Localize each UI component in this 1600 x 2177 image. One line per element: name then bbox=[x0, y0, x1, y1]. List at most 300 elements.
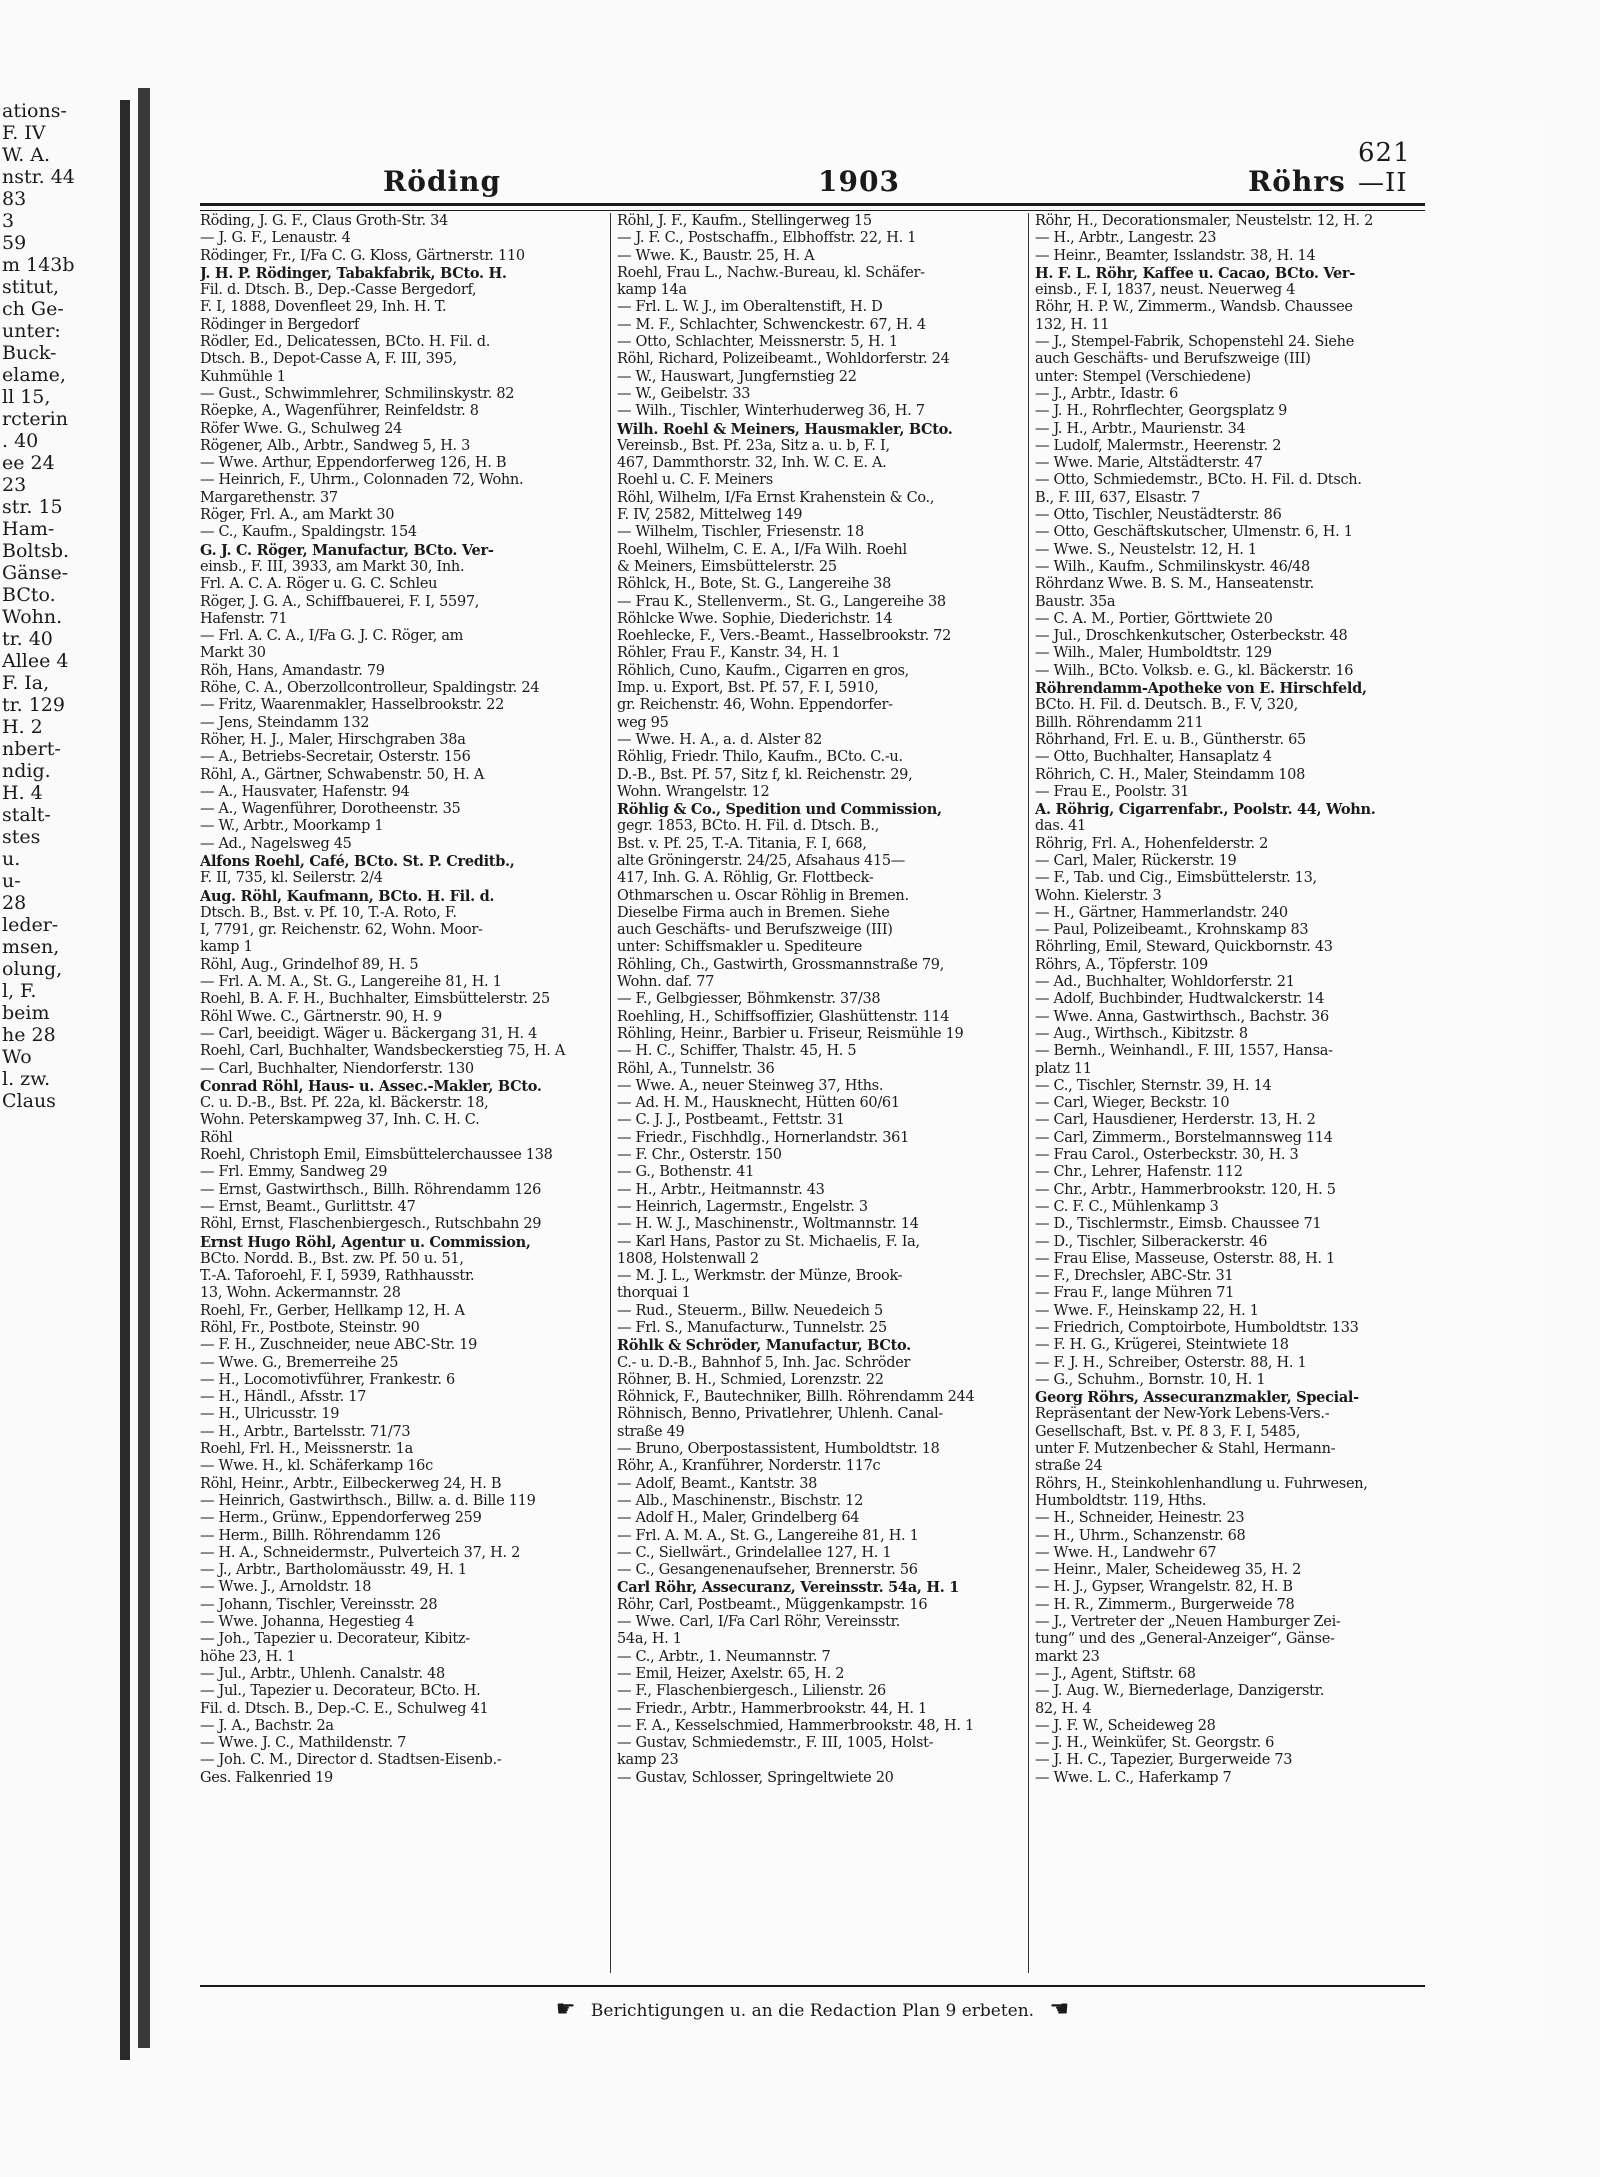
directory-page bbox=[160, 125, 1545, 2035]
directory-entry: — F. H., Zuschneider, neue ABC-Str. 19 bbox=[200, 1337, 478, 1354]
directory-entry: Röhr, A., Kranführer, Norderstr. 117c bbox=[617, 1458, 881, 1475]
fragment-text: leder- bbox=[2, 914, 59, 936]
fragment-text: 83 bbox=[2, 188, 27, 210]
fragment-text: u. bbox=[2, 848, 21, 870]
fragment-text: l, F. bbox=[2, 980, 37, 1002]
directory-entry: — Herm., Billh. Röhrendamm 126 bbox=[200, 1527, 441, 1544]
directory-entry: tung“ und des „General-Anzeiger“, Gänse- bbox=[1035, 1631, 1335, 1648]
directory-entry: G. J. C. Röger, Manufactur, BCto. Ver- bbox=[200, 541, 494, 559]
fragment-text: stalt- bbox=[2, 804, 51, 826]
directory-entry: Roehl u. C. F. Meiners bbox=[617, 472, 773, 489]
fragment-text: 23 bbox=[2, 474, 27, 496]
fragment-text: Boltsb. bbox=[2, 540, 70, 562]
directory-entry: Röepke, A., Wagenführer, Reinfeldstr. 8 bbox=[200, 403, 479, 420]
directory-entry: Wilh. Roehl & Meiners, Hausmakler, BCto. bbox=[617, 420, 953, 438]
directory-entry: Aug. Röhl, Kaufmann, BCto. H. Fil. d. bbox=[200, 887, 495, 905]
directory-entry: Rödinger in Bergedorf bbox=[200, 316, 359, 333]
directory-entry: — W., Geibelstr. 33 bbox=[617, 385, 751, 402]
directory-entry: — H. R., Zimmerm., Burgerweide 78 bbox=[1035, 1596, 1295, 1613]
directory-entry: — Chr., Lehrer, Hafenstr. 112 bbox=[1035, 1164, 1243, 1181]
fragment-text: Wohn. bbox=[2, 606, 63, 628]
directory-entry: — A., Hausvater, Hafenstr. 94 bbox=[200, 783, 410, 800]
directory-entry: — Wwe. Marie, Altstädterstr. 47 bbox=[1035, 455, 1263, 472]
fragment-text: Wo bbox=[2, 1046, 32, 1068]
directory-entry: platz 11 bbox=[1035, 1060, 1092, 1077]
directory-entry: — Heinrich, F., Uhrm., Colonnaden 72, Wohn. bbox=[200, 472, 524, 489]
directory-entry: — J., Stempel-Fabrik, Schopenstehl 24. Siehe bbox=[1035, 334, 1354, 351]
directory-entry: I, 7791, gr. Reichenstr. 62, Wohn. Moor- bbox=[200, 922, 483, 939]
directory-entry: — D., Tischler, Silberackerstr. 46 bbox=[1035, 1233, 1268, 1250]
directory-entry: — Frl. L. W. J., im Oberaltenstift, H. D bbox=[617, 299, 883, 316]
directory-entry: Röhnick, F., Bautechniker, Billh. Röhrendamm 244 bbox=[617, 1389, 975, 1406]
directory-entry: — J. H., Weinküfer, St. Georgstr. 6 bbox=[1035, 1735, 1275, 1752]
directory-entry: — Heinrich, Gastwirthsch., Billw. a. d. Bille 119 bbox=[200, 1492, 536, 1509]
directory-entry: — H. J., Gypser, Wrangelstr. 82, H. B bbox=[1035, 1579, 1293, 1596]
directory-entry: straße 24 bbox=[1035, 1458, 1103, 1475]
fragment-text: stes bbox=[2, 826, 41, 848]
fragment-text: H. 4 bbox=[2, 782, 43, 804]
directory-entry: C.- u. D.-B., Bahnhof 5, Inh. Jac. Schröder bbox=[617, 1354, 911, 1371]
fragment-text: ndig. bbox=[2, 760, 51, 782]
directory-entry: thorquai 1 bbox=[617, 1285, 691, 1302]
directory-entry: — C. F. C., Mühlenkamp 3 bbox=[1035, 1198, 1219, 1215]
directory-entry: 1808, Holstenwall 2 bbox=[617, 1250, 759, 1267]
directory-entry: — J. G. F., Lenaustr. 4 bbox=[200, 230, 351, 247]
fragment-text: u- bbox=[2, 870, 21, 892]
directory-entry: Röhl, Heinr., Arbtr., Eilbeckerweg 24, H. B bbox=[200, 1475, 502, 1492]
directory-entry: Roehling, H., Schiffsoffizier, Glashüttenstr. 114 bbox=[617, 1008, 950, 1025]
directory-entry: — Wwe. S., Neustelstr. 12, H. 1 bbox=[1035, 541, 1257, 558]
directory-entry: Baustr. 35a bbox=[1035, 593, 1116, 610]
directory-entry: Röher, H. J., Maler, Hirschgraben 38a bbox=[200, 731, 466, 748]
directory-entry: — Wwe. H. A., a. d. Alster 82 bbox=[617, 731, 822, 748]
directory-entry: — Jul., Arbtr., Uhlenh. Canalstr. 48 bbox=[200, 1665, 445, 1682]
directory-entry: Roehl, B. A. F. H., Buchhalter, Eimsbüttelerstr. 25 bbox=[200, 991, 550, 1008]
directory-entry: alte Gröningerstr. 24/25, Afsahaus 415— bbox=[617, 852, 906, 869]
directory-entry: gegr. 1853, BCto. H. Fil. d. Dtsch. B., bbox=[617, 818, 880, 835]
directory-entry: — W., Hauswart, Jungfernstieg 22 bbox=[617, 368, 857, 385]
directory-entry: — H., Arbtr., Heitmannstr. 43 bbox=[617, 1181, 825, 1198]
directory-entry: — M. J. L., Werkmstr. der Münze, Brook- bbox=[617, 1268, 903, 1285]
directory-entry: T.-A. Taforoehl, F. I, 5939, Rathhausstr. bbox=[200, 1268, 475, 1285]
fragment-text: 59 bbox=[2, 232, 27, 254]
directory-entry: Bst. v. Pf. 25, T.-A. Titania, F. I, 668, bbox=[617, 835, 867, 852]
pointing-hand-left-icon: ☚ bbox=[1049, 1997, 1070, 2022]
directory-entry: — H., Locomotivführer, Frankestr. 6 bbox=[200, 1371, 455, 1388]
directory-entry: — Frau Elise, Masseuse, Osterstr. 88, H. 1 bbox=[1035, 1250, 1335, 1267]
fragment-text: ee 24 bbox=[2, 452, 55, 474]
directory-entry: Wohn. Kielerstr. 3 bbox=[1035, 887, 1162, 904]
directory-entry: — Jul., Tapezier u. Decorateur, BCto. H. bbox=[200, 1683, 481, 1700]
directory-entry: — J. F. C., Postschaffn., Elbhoffstr. 22, H. 1 bbox=[617, 230, 917, 247]
directory-entry: — C., Siellwärt., Grindelallee 127, H. 1 bbox=[617, 1544, 892, 1561]
directory-entry: — C., Gesangenenaufseher, Brennerstr. 56 bbox=[617, 1562, 918, 1579]
directory-entry: — Friedr., Fischhdlg., Hornerlandstr. 361 bbox=[617, 1129, 909, 1146]
directory-entry: — Wwe. F., Heinskamp 22, H. 1 bbox=[1035, 1302, 1259, 1319]
directory-entry: — Joh., Tapezier u. Decorateur, Kibitz- bbox=[200, 1631, 470, 1648]
directory-entry: — Wilh., Tischler, Winterhuderweg 36, H. 7 bbox=[617, 403, 925, 420]
directory-entry: gr. Reichenstr. 46, Wohn. Eppendorfer- bbox=[617, 697, 893, 714]
directory-entry: — J., Arbtr., Idastr. 6 bbox=[1035, 385, 1179, 402]
directory-entry: — Frau Carol., Osterbeckstr. 30, H. 3 bbox=[1035, 1147, 1299, 1164]
directory-entry: — Gustav, Schlosser, Springeltwiete 20 bbox=[617, 1769, 894, 1786]
directory-entry: Röfer Wwe. G., Schulweg 24 bbox=[200, 420, 403, 437]
directory-entry: — Wwe. Arthur, Eppendorferweg 126, H. B bbox=[200, 455, 507, 472]
directory-entry: Margarethenstr. 37 bbox=[200, 489, 338, 506]
directory-entry: Ernst Hugo Röhl, Agentur u. Commission, bbox=[200, 1233, 531, 1251]
directory-entry: — Ad., Nagelsweg 45 bbox=[200, 835, 352, 852]
directory-entry: Kuhmühle 1 bbox=[200, 368, 286, 385]
directory-entry: — Wwe. Carl, I/Fa Carl Röhr, Vereinsstr. bbox=[617, 1614, 901, 1631]
directory-entry: — Wilh., Kaufm., Schmilinskystr. 46/48 bbox=[1035, 558, 1310, 575]
fragment-text: 3 bbox=[2, 210, 15, 232]
directory-entry: — Wwe. G., Bremerreihe 25 bbox=[200, 1354, 399, 1371]
directory-entry: Röhl bbox=[200, 1129, 233, 1146]
fragment-text: elame, bbox=[2, 364, 66, 386]
directory-entry: — A., Betriebs-Secretair, Osterstr. 156 bbox=[200, 749, 471, 766]
directory-entry: — C., Kaufm., Spaldingstr. 154 bbox=[200, 524, 417, 541]
directory-entry: — F. A., Kesselschmied, Hammerbrookstr. 48, H. 1 bbox=[617, 1717, 974, 1734]
directory-entry: Othmarschen u. Oscar Röhlig in Bremen. bbox=[617, 887, 909, 904]
directory-entry: Röhrig, Frl. A., Hohenfelderstr. 2 bbox=[1035, 835, 1269, 852]
directory-entry: Carl Röhr, Assecuranz, Vereinsstr. 54a, H. 1 bbox=[617, 1579, 960, 1597]
directory-entry: Conrad Röhl, Haus- u. Assec.-Makler, BCto. bbox=[200, 1077, 542, 1095]
directory-entry: Fil. d. Dtsch. B., Dep.-C. E., Schulweg 41 bbox=[200, 1700, 489, 1717]
fragment-text: olung, bbox=[2, 958, 63, 980]
fragment-text: Allee 4 bbox=[2, 650, 69, 672]
directory-entry: 13, Wohn. Ackermannstr. 28 bbox=[200, 1285, 401, 1302]
directory-entry: einsb., F. I, 1837, neust. Neuerweg 4 bbox=[1035, 282, 1296, 299]
directory-entry: — Wwe. H., Landwehr 67 bbox=[1035, 1544, 1217, 1561]
directory-entry: Röhr, H. P. W., Zimmerm., Wandsb. Chaussee bbox=[1035, 299, 1353, 316]
directory-entry: — Jul., Droschkenkutscher, Osterbeckstr. 48 bbox=[1035, 628, 1348, 645]
directory-entry: — Wwe. Johanna, Hegestieg 4 bbox=[200, 1614, 414, 1631]
footer-note: Berichtigungen u. an die Redaction Plan 9 erbeten. bbox=[590, 2001, 1035, 2021]
directory-entry: — F., Tab. und Cig., Eimsbüttelerstr. 13, bbox=[1035, 870, 1317, 887]
directory-entry: — Wwe. J. C., Mathildenstr. 7 bbox=[200, 1735, 407, 1752]
fragment-text: Ham- bbox=[2, 518, 55, 540]
directory-entry: Roehlecke, F., Vers.-Beamt., Hasselbrookstr. 72 bbox=[617, 628, 952, 645]
directory-entry: Roehl, Wilhelm, C. E. A., I/Fa Wilh. Roehl bbox=[617, 541, 907, 558]
directory-entry: — H., Uhrm., Schanzenstr. 68 bbox=[1035, 1527, 1246, 1544]
directory-entry: 417, Inh. G. A. Röhlig, Gr. Flottbeck- bbox=[617, 870, 874, 887]
fragment-text: stitut, bbox=[2, 276, 60, 298]
directory-entry: — Frl. A. C. A., I/Fa G. J. C. Röger, am bbox=[200, 628, 464, 645]
directory-entry: Röhlcke Wwe. Sophie, Diederichstr. 14 bbox=[617, 610, 893, 627]
directory-entry: Vereinsb., Bst. Pf. 23a, Sitz a. u. b, F. I, bbox=[617, 437, 890, 454]
directory-entry: — Otto, Buchhalter, Hansaplatz 4 bbox=[1035, 749, 1272, 766]
fragment-text: l. zw. bbox=[2, 1068, 51, 1090]
directory-entry: Röhrs, H., Steinkohlenhandlung u. Fuhrwesen, bbox=[1035, 1475, 1368, 1492]
fragment-text: Claus bbox=[2, 1090, 56, 1112]
directory-entry: Imp. u. Export, Bst. Pf. 57, F. I, 5910, bbox=[617, 680, 879, 697]
directory-entry: Röhlig, Friedr. Thilo, Kaufm., BCto. C.-u. bbox=[617, 749, 903, 766]
directory-entry: — J., Agent, Stiftstr. 68 bbox=[1035, 1665, 1196, 1682]
directory-entry: — Frl. A. M. A., St. G., Langereihe 81, H. 1 bbox=[617, 1527, 919, 1544]
directory-entry: — Wilh., BCto. Volksb. e. G., kl. Bäckerstr. 16 bbox=[1035, 662, 1354, 679]
directory-entry: — Carl, Maler, Rückerstr. 19 bbox=[1035, 852, 1237, 869]
directory-entry: — Wilhelm, Tischler, Friesenstr. 18 bbox=[617, 524, 864, 541]
directory-entry: höhe 23, H. 1 bbox=[200, 1648, 296, 1665]
directory-entry: Röhl, A., Tunnelstr. 36 bbox=[617, 1060, 775, 1077]
header-last-name: Röhrs bbox=[1248, 165, 1346, 198]
fragment-text: W. A. bbox=[2, 144, 51, 166]
directory-entry: — Frl. Emmy, Sandweg 29 bbox=[200, 1164, 388, 1181]
directory-entry: markt 23 bbox=[1035, 1648, 1100, 1665]
directory-entry: — Ad. H. M., Hausknecht, Hütten 60/61 bbox=[617, 1095, 900, 1112]
directory-entry: — C., Tischler, Sternstr. 39, H. 14 bbox=[1035, 1077, 1272, 1094]
fragment-text: nbert- bbox=[2, 738, 61, 760]
directory-entry: D.-B., Bst. Pf. 57, Sitz f, kl. Reichenstr. 29, bbox=[617, 766, 913, 783]
column-2 bbox=[610, 213, 1015, 1973]
directory-entry: — Ludolf, Malermstr., Heerenstr. 2 bbox=[1035, 437, 1282, 454]
directory-entry: — Ernst, Gastwirthsch., Billh. Röhrendamm 126 bbox=[200, 1181, 541, 1198]
pointing-hand-right-icon: ☛ bbox=[555, 1997, 576, 2022]
fragment-text: nstr. 44 bbox=[2, 166, 75, 188]
directory-entry: — J., Arbtr., Bartholomäusstr. 49, H. 1 bbox=[200, 1562, 467, 1579]
directory-entry: — Wwe. L. C., Haferkamp 7 bbox=[1035, 1769, 1232, 1786]
directory-entry: Markt 30 bbox=[200, 645, 266, 662]
directory-entry: Billh. Röhrendamm 211 bbox=[1035, 714, 1204, 731]
directory-entry: Wohn. daf. 77 bbox=[617, 974, 715, 991]
directory-entry: F. II, 735, kl. Seilerstr. 2/4 bbox=[200, 870, 383, 887]
directory-entry: Röhrdanz Wwe. B. S. M., Hanseatenstr. bbox=[1035, 576, 1314, 593]
header-first-name: Röding bbox=[383, 165, 502, 198]
directory-entry: — H., Schneider, Heinestr. 23 bbox=[1035, 1510, 1245, 1527]
directory-entry: — Wwe. J., Arnoldstr. 18 bbox=[200, 1579, 372, 1596]
directory-entry: — Heinr., Beamter, Isslandstr. 38, H. 14 bbox=[1035, 247, 1316, 264]
directory-entry: — J. H., Rohrflechter, Georgsplatz 9 bbox=[1035, 403, 1288, 420]
directory-entry: — Gust., Schwimmlehrer, Schmilinskystr. 82 bbox=[200, 385, 515, 402]
directory-entry: — Herm., Grünw., Eppendorferweg 259 bbox=[200, 1510, 482, 1527]
directory-entry: Röhl, J. F., Kaufm., Stellingerweg 15 bbox=[617, 213, 872, 229]
fragment-text: H. 2 bbox=[2, 716, 43, 738]
column-1 bbox=[200, 213, 598, 1973]
directory-entry: — Adolf, Buchbinder, Hudtwalckerstr. 14 bbox=[1035, 991, 1325, 1008]
directory-entry: — Wwe. H., kl. Schäferkamp 16c bbox=[200, 1458, 433, 1475]
fragment-text: F. IV bbox=[2, 122, 46, 144]
directory-entry: Röhlck, H., Bote, St. G., Langereihe 38 bbox=[617, 576, 892, 593]
directory-entry: — Adolf, Beamt., Kantstr. 38 bbox=[617, 1475, 818, 1492]
directory-entry: — Friedrich, Comptoirbote, Humboldtstr. 133 bbox=[1035, 1320, 1359, 1336]
directory-entry: weg 95 bbox=[617, 714, 669, 731]
directory-entry: — H. A., Schneidermstr., Pulverteich 37, H. 2 bbox=[200, 1544, 521, 1561]
directory-entry: — Frau E., Poolstr. 31 bbox=[1035, 783, 1190, 800]
fragment-text: 28 bbox=[2, 892, 27, 914]
directory-entry: Röhl, Fr., Postbote, Steinstr. 90 bbox=[200, 1320, 420, 1336]
directory-entry: — J. H. C., Tapezier, Burgerweide 73 bbox=[1035, 1752, 1293, 1769]
directory-entry: Röding, J. G. F., Claus Groth-Str. 34 bbox=[200, 213, 448, 229]
directory-entry: — Jens, Steindamm 132 bbox=[200, 714, 370, 731]
directory-entry: F. I, 1888, Dovenfleet 29, Inh. H. T. bbox=[200, 299, 447, 316]
directory-entry: — Friedr., Arbtr., Hammerbrookstr. 44, H. 1 bbox=[617, 1700, 927, 1717]
directory-entry: Röhr, Carl, Postbeamt., Müggenkampstr. 16 bbox=[617, 1596, 928, 1613]
directory-entry: — Bruno, Oberpostassistent, Humboldtstr. 18 bbox=[617, 1441, 940, 1458]
directory-entry: Röhrhand, Frl. E. u. B., Güntherstr. 65 bbox=[1035, 731, 1306, 748]
directory-entry: Rögener, Alb., Arbtr., Sandweg 5, H. 3 bbox=[200, 437, 471, 454]
directory-entry: — Paul, Polizeibeamt., Krohnskamp 83 bbox=[1035, 922, 1309, 939]
directory-entry: — Wwe. A., neuer Steinweg 37, Hths. bbox=[617, 1077, 884, 1094]
directory-entry: Röhrendamm-Apotheke von E. Hirschfeld, bbox=[1035, 680, 1367, 698]
directory-entry: Röhl, Wilhelm, I/Fa Ernst Krahenstein & Co., bbox=[617, 489, 935, 506]
directory-entry: Fil. d. Dtsch. B., Dep.-Casse Bergedorf, bbox=[200, 282, 477, 299]
directory-entry: Röhrich, C. H., Maler, Steindamm 108 bbox=[1035, 766, 1305, 783]
directory-entry: — Frau K., Stellenverm., St. G., Langereihe 38 bbox=[617, 593, 946, 610]
directory-entry: Röhnisch, Benno, Privatlehrer, Uhlenh. Canal- bbox=[617, 1406, 943, 1423]
directory-entry: — W., Arbtr., Moorkamp 1 bbox=[200, 818, 384, 835]
adjacent-page-fragment bbox=[0, 100, 130, 2060]
fragment-text: ations- bbox=[2, 100, 67, 122]
directory-entry: BCto. Nordd. B., Bst. zw. Pf. 50 u. 51, bbox=[200, 1250, 464, 1267]
directory-entry: Röhrling, Emil, Steward, Quickbornstr. 43 bbox=[1035, 939, 1333, 956]
directory-entry: Rödinger, Fr., I/Fa C. G. Kloss, Gärtnerstr. 110 bbox=[200, 247, 525, 264]
directory-entry: Röhl, A., Gärtner, Schwabenstr. 50, H. A bbox=[200, 766, 485, 783]
directory-entry: — Joh. C. M., Director d. Stadtsen-Eisenb.- bbox=[200, 1752, 502, 1769]
directory-entry: — Johann, Tischler, Vereinsstr. 28 bbox=[200, 1596, 438, 1613]
directory-entry: — Wilh., Maler, Humboldtstr. 129 bbox=[1035, 645, 1272, 662]
directory-entry: — Heinrich, Lagermstr., Engelstr. 3 bbox=[617, 1198, 868, 1215]
directory-entry: Dtsch. B., Bst. v. Pf. 10, T.-A. Roto, F. bbox=[200, 904, 457, 921]
directory-entry: Roehl, Frl. H., Meissnerstr. 1a bbox=[200, 1441, 413, 1458]
directory-entry: — H., Ulricusstr. 19 bbox=[200, 1406, 340, 1423]
directory-entry: kamp 1 bbox=[200, 939, 253, 956]
directory-entry: Alfons Roehl, Café, BCto. St. P. Creditb., bbox=[200, 852, 515, 870]
directory-entry: — Alb., Maschinenstr., Bischstr. 12 bbox=[617, 1492, 864, 1509]
directory-entry: — Carl, Zimmerm., Borstelmannsweg 114 bbox=[1035, 1129, 1333, 1146]
directory-entry: — Chr., Arbtr., Hammerbrookstr. 120, H. 5 bbox=[1035, 1181, 1336, 1198]
directory-entry: Röhling, Ch., Gastwirth, Grossmannstraße 79, bbox=[617, 956, 944, 973]
directory-entry: Röhl, Richard, Polizeibeamt., Wohldorferstr. 24 bbox=[617, 351, 950, 368]
directory-entry: — F., Flaschenbiergesch., Lilienstr. 26 bbox=[617, 1683, 886, 1700]
fragment-text: . 40 bbox=[2, 430, 39, 452]
fragment-text: Gänse- bbox=[2, 562, 69, 584]
directory-entry: BCto. H. Fil. d. Deutsch. B., F. V, 320, bbox=[1035, 697, 1298, 714]
fragment-text: ll 15, bbox=[2, 386, 51, 408]
directory-entry: — Carl, Wieger, Beckstr. 10 bbox=[1035, 1095, 1230, 1112]
directory-entry: H. F. L. Röhr, Kaffee u. Cacao, BCto. Ver- bbox=[1035, 264, 1355, 282]
fragment-text: Buck- bbox=[2, 342, 57, 364]
directory-entry: — J. F. W., Scheideweg 28 bbox=[1035, 1717, 1216, 1734]
directory-entry: — Heinr., Maler, Scheideweg 35, H. 2 bbox=[1035, 1562, 1302, 1579]
directory-entry: — Carl, Buchhalter, Niendorferstr. 130 bbox=[200, 1060, 474, 1077]
directory-entry: & Meiners, Eimsbüttelerstr. 25 bbox=[617, 558, 837, 575]
directory-entry: — H., Gärtner, Hammerlandstr. 240 bbox=[1035, 904, 1288, 921]
directory-entry: Röhrs, A., Töpferstr. 109 bbox=[1035, 956, 1208, 973]
fragment-text: tr. 129 bbox=[2, 694, 65, 716]
directory-entry: B., F. III, 637, Elsastr. 7 bbox=[1035, 489, 1201, 506]
directory-entry: 132, H. 11 bbox=[1035, 316, 1110, 333]
directory-entry: Ges. Falkenried 19 bbox=[200, 1769, 333, 1786]
directory-entry: — Ad., Buchhalter, Wohldorferstr. 21 bbox=[1035, 974, 1295, 991]
directory-entry: — Otto, Tischler, Neustädterstr. 86 bbox=[1035, 507, 1282, 524]
directory-entry: — Carl, beeidigt. Wäger u. Bäckergang 31, H. 4 bbox=[200, 1025, 538, 1042]
fragment-text: beim bbox=[2, 1002, 50, 1024]
directory-entry: — J. H., Arbtr., Maurienstr. 34 bbox=[1035, 420, 1246, 437]
directory-entry: — H., Arbtr., Bartelsstr. 71/73 bbox=[200, 1423, 411, 1440]
directory-entry: — J. A., Bachstr. 2a bbox=[200, 1717, 334, 1734]
directory-entry: — F., Drechsler, ABC-Str. 31 bbox=[1035, 1268, 1234, 1285]
directory-entry: Roehl, Fr., Gerber, Hellkamp 12, H. A bbox=[200, 1302, 465, 1319]
directory-entry: — Aug., Wirthsch., Kibitzstr. 8 bbox=[1035, 1025, 1248, 1042]
directory-entry: einsb., F. III, 3933, am Markt 30, Inh. bbox=[200, 558, 465, 575]
directory-entry: Dtsch. B., Depot-Casse A, F. III, 395, bbox=[200, 351, 457, 368]
directory-entry: Röh, Hans, Amandastr. 79 bbox=[200, 662, 385, 679]
directory-entry: — Frl. A. M. A., St. G., Langereihe 81, H. 1 bbox=[200, 974, 502, 991]
directory-entry: straße 49 bbox=[617, 1423, 685, 1440]
directory-entry: Röhl Wwe. C., Gärtnerstr. 90, H. 9 bbox=[200, 1008, 442, 1025]
directory-entry: — Gustav, Schmiedemstr., F. III, 1005, Holst- bbox=[617, 1735, 934, 1752]
directory-entry: — M. F., Schlachter, Schwenckestr. 67, H. 4 bbox=[617, 316, 926, 333]
directory-entry: Röhlich, Cuno, Kaufm., Cigarren en gros, bbox=[617, 662, 909, 679]
directory-entry: Röhl, Aug., Grindelhof 89, H. 5 bbox=[200, 956, 419, 973]
directory-entry: Hafenstr. 71 bbox=[200, 610, 288, 627]
directory-entry: Gesellschaft, Bst. v. Pf. 8 3, F. I, 5485, bbox=[1035, 1423, 1301, 1440]
directory-entry: Röhling, Heinr., Barbier u. Friseur, Reismühle 19 bbox=[617, 1025, 964, 1042]
directory-entry: — G., Bothenstr. 41 bbox=[617, 1164, 755, 1181]
directory-entry: C. u. D.-B., Bst. Pf. 22a, kl. Bäckerstr. 18, bbox=[200, 1095, 489, 1112]
directory-entry: — F. H. G., Krügerei, Steintwiete 18 bbox=[1035, 1337, 1289, 1354]
directory-entry: Röhlk & Schröder, Manufactur, BCto. bbox=[617, 1337, 911, 1355]
directory-entry: — Carl, Hausdiener, Herderstr. 13, H. 2 bbox=[1035, 1112, 1316, 1129]
binding-gutter bbox=[138, 88, 150, 2048]
directory-entry: — Adolf H., Maler, Grindelberg 64 bbox=[617, 1510, 860, 1527]
directory-entry: unter: Schiffsmakler u. Spediteure bbox=[617, 939, 862, 956]
directory-entry: J. H. P. Rödinger, Tabakfabrik, BCto. H. bbox=[200, 264, 507, 282]
directory-entry: Humboldtstr. 119, Hths. bbox=[1035, 1492, 1207, 1509]
directory-entry: — Ernst, Beamt., Gurlittstr. 47 bbox=[200, 1198, 416, 1215]
directory-entry: — Frau F., lange Mühren 71 bbox=[1035, 1285, 1235, 1302]
directory-entry: A. Röhrig, Cigarrenfabr., Poolstr. 44, Wohn. bbox=[1035, 801, 1376, 819]
directory-entry: — Frl. S., Manufacturw., Tunnelstr. 25 bbox=[617, 1320, 887, 1336]
directory-entry: — Karl Hans, Pastor zu St. Michaelis, F. Ia, bbox=[617, 1233, 920, 1250]
directory-entry: kamp 23 bbox=[617, 1752, 679, 1769]
directory-entry: Dieselbe Firma auch in Bremen. Siehe bbox=[617, 904, 890, 921]
directory-entry: F. IV, 2582, Mittelweg 149 bbox=[617, 507, 803, 524]
directory-entry: Röhl, Ernst, Flaschenbiergesch., Rutschbahn 29 bbox=[200, 1216, 542, 1233]
directory-entry: — D., Tischlermstr., Eimsb. Chaussee 71 bbox=[1035, 1216, 1322, 1233]
fragment-text: ch Ge- bbox=[2, 298, 64, 320]
column-3 bbox=[1028, 213, 1433, 1973]
directory-entry: Roehl, Carl, Buchhalter, Wandsbeckerstieg 75, H. A bbox=[200, 1043, 566, 1060]
directory-entry: — G., Schuhm., Bornstr. 10, H. 1 bbox=[1035, 1371, 1266, 1388]
directory-entry: — Bernh., Weinhandl., F. III, 1557, Hansa- bbox=[1035, 1043, 1333, 1060]
fragment-text: m 143b bbox=[2, 254, 75, 276]
fragment-text: F. Ia, bbox=[2, 672, 50, 694]
fragment-text: unter: bbox=[2, 320, 61, 342]
fragment-text: he 28 bbox=[2, 1024, 56, 1046]
page-header bbox=[198, 138, 1428, 202]
directory-entry: — H. W. J., Maschinenstr., Woltmannstr. 14 bbox=[617, 1216, 919, 1233]
directory-entry: — F. Chr., Osterstr. 150 bbox=[617, 1147, 782, 1164]
fragment-text: msen, bbox=[2, 936, 60, 958]
directory-entry: Wohn. Peterskampweg 37, Inh. C. H. C. bbox=[200, 1112, 480, 1129]
fragment-text: BCto. bbox=[2, 584, 56, 606]
fragment-text: tr. 40 bbox=[2, 628, 53, 650]
directory-entry: — Otto, Geschäftskutscher, Ulmenstr. 6, H. 1 bbox=[1035, 524, 1353, 541]
footer-rule bbox=[200, 1985, 1425, 1987]
directory-entry: — F., Gelbgiesser, Böhmkenstr. 37/38 bbox=[617, 991, 881, 1008]
directory-entry: Röhler, Frau F., Kanstr. 34, H. 1 bbox=[617, 645, 841, 662]
directory-entry: — Rud., Steuerm., Billw. Neuedeich 5 bbox=[617, 1302, 883, 1319]
directory-entry: 54a, H. 1 bbox=[617, 1631, 682, 1648]
directory-entry: — Otto, Schmiedemstr., BCto. H. Fil. d. Dtsch. bbox=[1035, 472, 1362, 489]
directory-entry: — J., Vertreter der „Neuen Hamburger Zei- bbox=[1035, 1614, 1341, 1631]
directory-entry: — C., Arbtr., 1. Neumannstr. 7 bbox=[617, 1648, 831, 1665]
header-year: 1903 bbox=[818, 165, 900, 198]
directory-entry: — H. C., Schiffer, Thalstr. 45, H. 5 bbox=[617, 1043, 857, 1060]
page-footer bbox=[200, 1997, 1425, 2022]
directory-entry: 467, Dammthorstr. 32, Inh. W. C. E. A. bbox=[617, 455, 887, 472]
